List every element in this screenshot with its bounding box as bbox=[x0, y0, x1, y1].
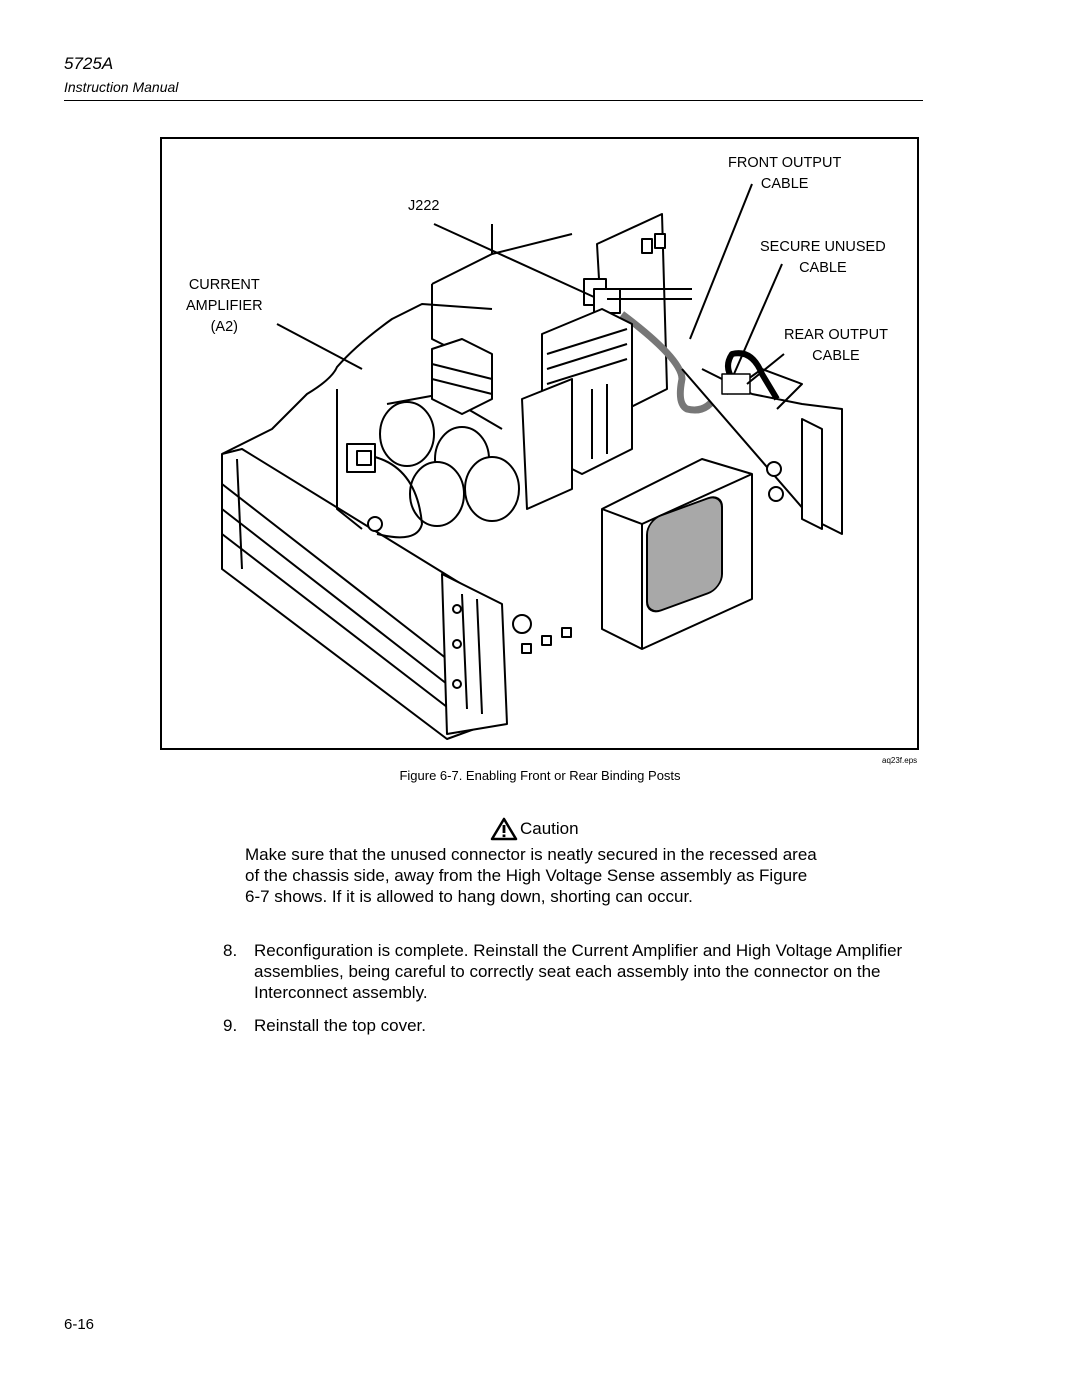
header-subtitle: Instruction Manual bbox=[64, 79, 179, 95]
caution-title: Caution bbox=[520, 819, 579, 838]
step-number: 9. bbox=[223, 1016, 238, 1035]
header-rule bbox=[64, 100, 923, 101]
step-text: Reconfiguration is complete. Reinstall the Current Amplifier and High Voltage Amplifier assemblies, being careful to correctly seat each assembly into the connector on the Interconnect assembly. bbox=[254, 941, 903, 1002]
warning-triangle-icon bbox=[490, 817, 518, 841]
step-text: Reinstall the top cover. bbox=[254, 1016, 426, 1035]
step-number: 8. bbox=[223, 941, 238, 960]
callout-j222: J222 bbox=[408, 198, 440, 214]
caution-heading bbox=[490, 817, 579, 841]
figure-caption: Figure 6-7. Enabling Front or Rear Binding Posts bbox=[399, 768, 681, 783]
page-number: 6-16 bbox=[64, 1316, 95, 1333]
figure-frame bbox=[160, 137, 919, 750]
callout-front-output-cable: FRONT OUTPUT CABLE bbox=[728, 155, 842, 192]
header-model: 5725A bbox=[64, 54, 114, 73]
callout-secure-unused-cable: SECURE UNUSED CABLE bbox=[760, 239, 886, 276]
figure-file-tag: aq23f.eps bbox=[882, 756, 918, 765]
chassis-illustration bbox=[162, 139, 917, 748]
callout-rear-output-cable: REAR OUTPUT CABLE bbox=[784, 327, 888, 364]
callout-current-amplifier: CURRENT AMPLIFIER (A2) bbox=[186, 277, 263, 335]
caution-body: Make sure that the unused connector is neatly secured in the recessed area of the chassis side, away from the High Voltage Sense assembly as Figure 6-7 shows. If it is allowed to hang down, shorting can occur. bbox=[245, 845, 817, 906]
